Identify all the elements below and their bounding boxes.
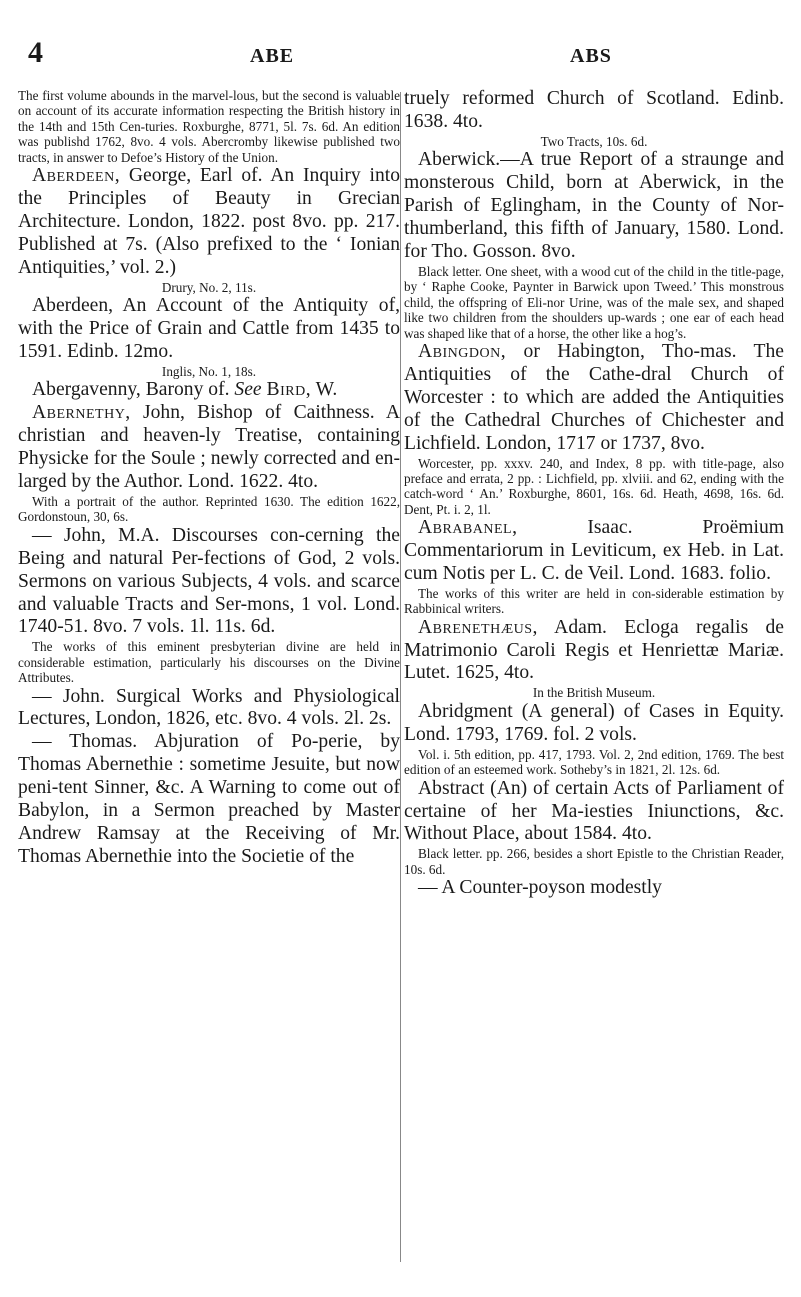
running-head-left: ABE bbox=[250, 45, 295, 67]
entry-abrenethaeus bbox=[404, 617, 784, 686]
entry-abrabanel bbox=[404, 517, 784, 586]
entry-abridgment: Abridgment (A general) of Cases in Equity. Lond. 1793, 1769. fol. 2 vols. bbox=[404, 700, 784, 745]
right-column bbox=[404, 88, 784, 900]
entry-text: John, Bishop of Caithness. A christian and heaven-ly Treatise, containing Physicke for the Soule ; newly corrected and en-larged by the Author. Lond. 1622. 4to. bbox=[18, 402, 400, 493]
entry-note: The works of this writer are held in con-siderable estimation by Rabbinical writers. bbox=[404, 585, 784, 617]
running-head-right: ABS bbox=[570, 45, 612, 67]
entry-imprint: Inglis, No. 1, 18s. bbox=[161, 363, 257, 379]
entry-text: George, Earl of. An Inquiry into the Principles of Beauty in Grecian Architecture. London, 1822. post 8vo. pp. 217. Published at 7s. (Also prefixed to the ‘ Ionian Antiquities,’ vol. 2.) bbox=[18, 165, 400, 278]
entry-imprint: Drury, No. 2, 11s. bbox=[161, 279, 257, 295]
entry-headword: Aberdeen, bbox=[32, 165, 121, 187]
see-reference: See bbox=[234, 379, 262, 401]
entry-note: With a portrait of the author. Reprinted 1630. The edition 1622, Gordonstoun, 30, 6s. bbox=[18, 494, 400, 525]
entry-note: Black letter. One sheet, with a wood cut of the child in the title-page, by ‘ Raphe Cooke, Paynter in Barwick upon Tweed.’ This monstrous child, the offspring of Eli-nor Urine, was of the male sex, and shaped like two children from the shoulders up-wards ; one ear of each head was shaped like that of a horse, the other like a hog’s. bbox=[404, 263, 784, 341]
entry-abernethy-john bbox=[18, 402, 400, 494]
entry-note: Black letter. pp. 266, besides a short Epistle to the Christian Reader, 10s. 6d. bbox=[404, 846, 784, 877]
entry-continuation: truely reformed Church of Scotland. Edinb. 1638. 4to. bbox=[404, 88, 784, 132]
column-divider bbox=[400, 92, 401, 1262]
entry-aberdeen-george bbox=[18, 165, 400, 280]
entry-note: Worcester, pp. xxxv. 240, and Index, 8 pp. with title-page, also preface and errata, 2 pp. : Lichfield, pp. xlviii. and 62, ending with the catch-word ‘ An.’ Roxburghe, 8601, 16s. 6d. Heath, 4698, 16s. 6d. Dent, Pt. i. 2, 1l. bbox=[404, 455, 784, 517]
entry-imprint: Two Tracts, 10s. 6d. bbox=[540, 133, 648, 149]
entry-headword: Abingdon, bbox=[418, 340, 507, 362]
entry-headword: Bird, bbox=[266, 379, 312, 401]
entry-text: or Habington, Tho-mas. The Antiquities of the Cathe-dral Church of Worcester : to which are added the Antiquities of the Cathedral Churches of Chichester and Lichfield. London, 1717 or 1737, 8vo. bbox=[404, 340, 784, 454]
entry-abernethy-thomas: — Thomas. Abjuration of Po-perie, by Thomas Abernethie : sometime Jesuite, but now peni-tent Sinner, &c. A Warning to come out of Babylon, in a Sermon preached by Master Andrew Ramsay at the Receiving of Mr. Thomas Abernethie into the Societie of the bbox=[18, 731, 400, 867]
entry-abergavenny bbox=[18, 379, 400, 402]
entry-note: The first volume abounds in the marvel-lous, but the second is valuable on account of its accurate information respecting the British history in the 14th and 15th Cen-turies. Roxburghe, 8771, 5l. 7s. 6d. An edition was publishd 1762, 8vo. 4 vols. Abercromby likewise published two tracts, in answer to Defoe’s History of the Union. bbox=[18, 88, 400, 165]
entry-abstract: Abstract (An) of certain Acts of Parliament of certaine of her Ma-iesties Iniunctions, &c. Without Place, about 1584. 4to. bbox=[404, 777, 784, 845]
left-column bbox=[18, 88, 400, 869]
entry-abernethy-john-ma: — John, M.A. Discourses con-cerning the Being and natural Per-fections of God, 2 vols. Sermons on various Subjects, 4 vols. and scarce and valuable Tracts and Ser-mons, 1 vol. Lond. 1740-51. 8vo. 7 vols. 1l. 11s. 6d. bbox=[18, 524, 400, 638]
entry-text: Abergavenny, Barony of. bbox=[32, 379, 235, 401]
entry-counter-poyson: — A Counter-poyson modestly bbox=[418, 877, 662, 899]
entry-headword: Abernethy, bbox=[32, 402, 131, 424]
entry-text: W. bbox=[311, 379, 338, 401]
entry-headword: Abrabanel, bbox=[418, 517, 518, 539]
entry-text: Adam. Ecloga regalis de Matrimonio Caroli Regis et Henriettæ Mariæ. Lutet. 1625, 4to. bbox=[404, 616, 784, 684]
entry-note: The works of this eminent presbyterian divine are held in considerable estimation, particularly his discourses on the Divine Attributes. bbox=[18, 639, 400, 686]
page-number: 4 bbox=[28, 36, 43, 69]
entry-text: Isaac. Proëmium Commentariorum in Leviticum, ex Heb. in Lat. cum Notis per L. C. de Veil. Lond. 1683. folio. bbox=[404, 517, 784, 584]
entry-headword: Abrenethæus, bbox=[418, 616, 538, 638]
entry-abernethy-john-surgical: — John. Surgical Works and Physiological Lectures, London, 1826, etc. 8vo. 4 vols. 2l. 2s. bbox=[18, 685, 400, 730]
entry-aberwick: Aberwick.—A true Report of a straunge and monsterous Child, born at Aberwick, in the Parish of Eglingham, in the County of Nor-thumberland, this fifth of January, 1580. Lond. for Tho. Gosson. 8vo. bbox=[404, 149, 784, 263]
entry-abingdon bbox=[404, 341, 784, 456]
entry-aberdeen-account: Aberdeen, An Account of the Antiquity of, with the Price of Grain and Cattle from 1435 to 1591. Edinb. 12mo. bbox=[18, 295, 400, 362]
entry-note: Vol. i. 5th edition, pp. 417, 1793. Vol. 2, 2nd edition, 1769. The best edition of an esteemed work. Sotheby’s in 1821, 2l. 12s. 6d. bbox=[404, 746, 784, 778]
entry-imprint: In the British Museum. bbox=[532, 685, 656, 701]
